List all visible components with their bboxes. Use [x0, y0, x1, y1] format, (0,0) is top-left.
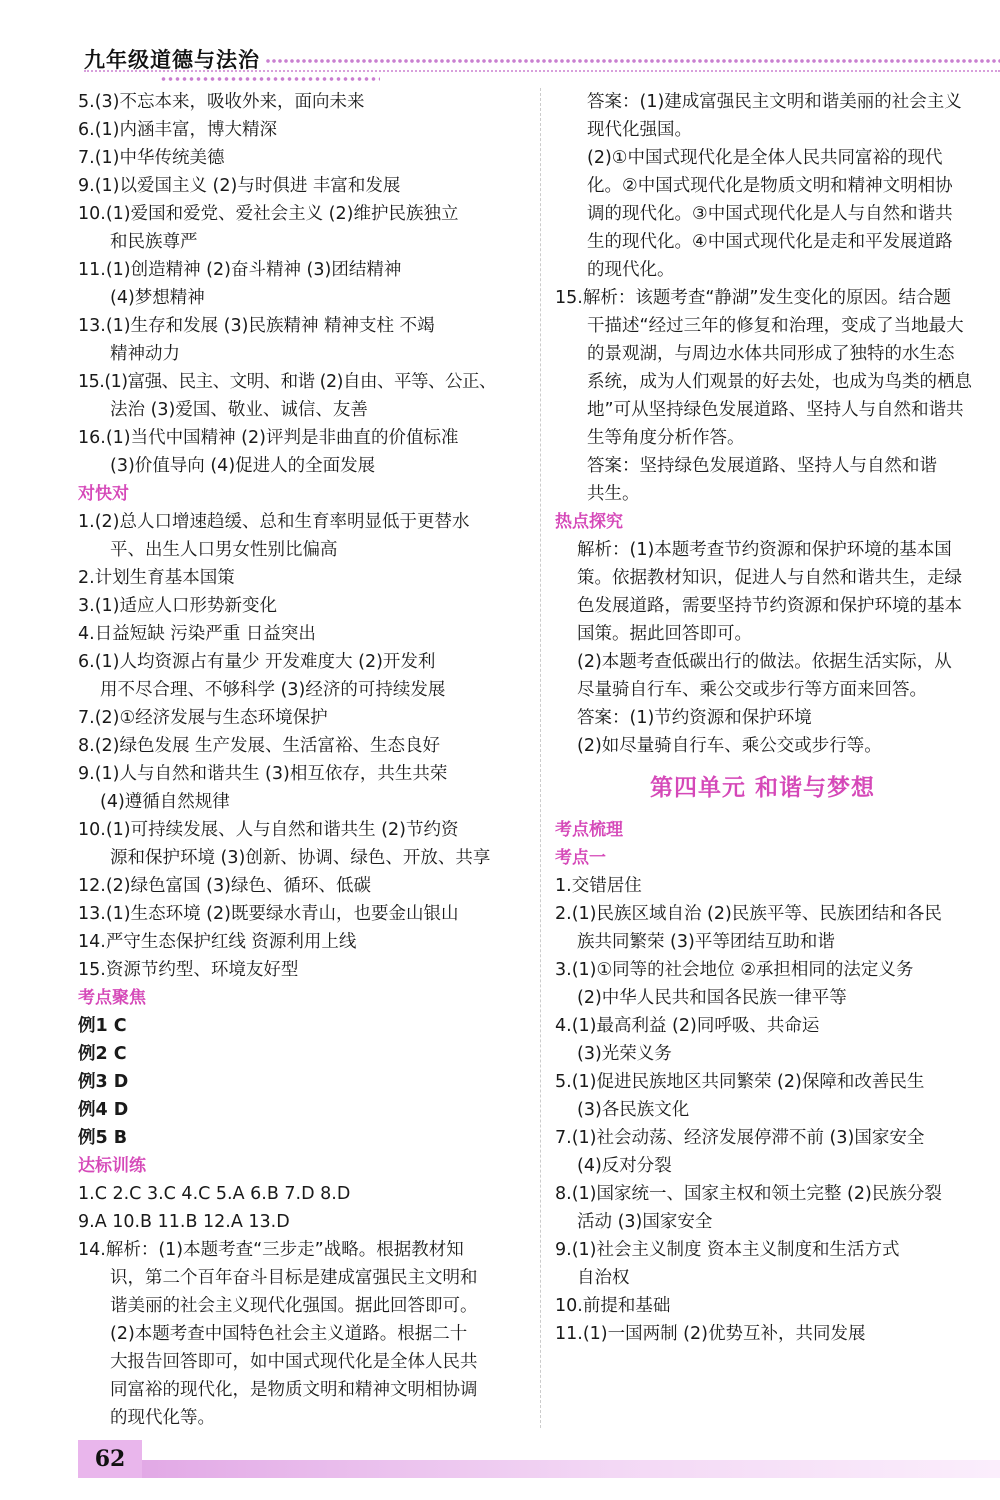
section-heading: 对快对	[78, 484, 129, 504]
answer-line: 15.解析：该题考查“静湖”发生变化的原因。结合题	[555, 288, 951, 308]
right-column	[555, 88, 1000, 1348]
answer-line: 用不尽合理、不够科学 (3)经济的可持续发展	[100, 680, 446, 700]
answer-line: 14.解析：(1)本题考查“三步走”战略。根据教材知	[78, 1240, 464, 1260]
answer-line: 7.(2)①经济发展与生态环境保护	[78, 708, 328, 728]
answer-line: 答案：坚持绿色发展道路、坚持人与自然和谐	[587, 456, 937, 476]
answer-line: 答案：(1)建成富强民主文明和谐美丽的社会主义	[587, 92, 962, 112]
answer-line: 9.A 10.B 11.B 12.A 13.D	[78, 1212, 290, 1232]
answer-line: 系统，成为人们观景的好去处，也成为鸟类的栖息	[587, 372, 972, 392]
answer-line: 10.(1)可持续发展、人与自然和谐共生 (2)节约资	[78, 820, 459, 840]
answer-line: (4)反对分裂	[577, 1156, 672, 1176]
answer-line: 7.(1)中华传统美德	[78, 148, 225, 168]
book-title: 九年级道德与法治	[84, 48, 260, 72]
example-answer: 例2 C	[78, 1044, 127, 1064]
answer-line: 的现代化等。	[110, 1408, 215, 1428]
column-divider	[540, 88, 541, 1428]
answer-line: 和民族尊严	[110, 232, 198, 252]
answer-line: 源和保护环境 (3)创新、协调、绿色、开放、共享	[110, 848, 491, 868]
answer-line: 4.日益短缺 污染严重 日益突出	[78, 624, 316, 644]
answer-line: 1.(2)总人口增速趋缓、总和生育率明显低于更替水	[78, 512, 470, 532]
answer-line: 10.前提和基础	[555, 1296, 671, 1316]
answer-line: 16.(1)当代中国精神 (2)评判是非曲直的价值标准	[78, 428, 459, 448]
answer-line: 调的现代化。③中国式现代化是人与自然和谐共	[587, 204, 953, 224]
answer-line: (3)各民族文化	[577, 1100, 690, 1120]
answer-line: 2.(1)民族区域自治 (2)民族平等、民族团结和各民	[555, 904, 942, 924]
answer-line: 3.(1)①同等的社会地位 ②承担相同的法定义务	[555, 960, 914, 980]
answer-line: (4)遵循自然规律	[100, 792, 230, 812]
answer-line: (2)如尽量骑自行车、乘公交或步行等。	[577, 736, 882, 756]
answer-line: 1.交错居住	[555, 876, 642, 896]
unit-title: 第四单元 和谐与梦想	[649, 775, 875, 801]
answer-line: 平、出生人口男女性别比偏高	[110, 540, 338, 560]
answer-line: 同富裕的现代化，是物质文明和精神文明相协调	[110, 1380, 478, 1400]
answer-line: 15.资源节约型、环境友好型	[78, 960, 299, 980]
header-dot-decoration-small	[160, 76, 380, 82]
answer-line: 共生。	[587, 484, 640, 504]
answer-line: 1.C 2.C 3.C 4.C 5.A 6.B 7.D 8.D	[78, 1184, 351, 1204]
answer-line: 9.(1)社会主义制度 资本主义制度和生活方式	[555, 1240, 900, 1260]
answer-line: 4.(1)最高利益 (2)同呼吸、共命运	[555, 1016, 820, 1036]
example-answer: 例4 D	[78, 1100, 129, 1120]
answer-line: 11.(1)创造精神 (2)奋斗精神 (3)团结精神	[78, 260, 402, 280]
section-heading: 热点探究	[555, 512, 623, 532]
answer-line: 精神动力	[110, 344, 180, 364]
answer-line: 国策。据此回答即可。	[577, 624, 752, 644]
section-heading: 考点聚焦	[78, 988, 146, 1008]
section-heading: 考点梳理	[555, 820, 623, 840]
answer-line: 的现代化。	[587, 260, 675, 280]
answer-line: 7.(1)社会动荡、经济发展停滞不前 (3)国家安全	[555, 1128, 925, 1148]
answer-line: (2)①中国式现代化是全体人民共同富裕的现代	[587, 148, 943, 168]
answer-line: 化。②中国式现代化是物质文明和精神文明相协	[587, 176, 953, 196]
answer-line: 8.(1)国家统一、国家主权和领土完整 (2)民族分裂	[555, 1184, 942, 1204]
section-heading: 考点一	[555, 848, 606, 868]
answer-line: (2)本题考查中国特色社会主义道路。根据二十	[110, 1324, 468, 1344]
answer-line: 识，第二个百年奋斗目标是建成富强民主文明和	[110, 1268, 478, 1288]
answer-line: 法治 (3)爱国、敬业、诚信、友善	[110, 400, 368, 420]
answer-line: 大报告回答即可，如中国式现代化是全体人民共	[110, 1352, 478, 1372]
answer-line: 解析：(1)本题考查节约资源和保护环境的基本国	[577, 540, 952, 560]
answer-line: 族共同繁荣 (3)平等团结互助和谐	[577, 932, 835, 952]
answer-line: 6.(1)人均资源占有量少 开发难度大 (2)开发利	[78, 652, 436, 672]
page-footer	[0, 1430, 1000, 1500]
answer-line: 10.(1)爱国和爱党、爱社会主义 (2)维护民族独立	[78, 204, 459, 224]
answer-line: 自治权	[577, 1268, 630, 1288]
page-header	[0, 0, 1000, 90]
answer-line: 地”可从坚持绿色发展道路、坚持人与自然和谐共	[587, 400, 964, 420]
answer-line: 8.(2)绿色发展 生产发展、生活富裕、生态良好	[78, 736, 441, 756]
header-divider	[84, 70, 1000, 72]
answer-line: 策。依据教材知识，促进人与自然和谐共生，走绿	[577, 568, 962, 588]
example-answer: 例3 D	[78, 1072, 129, 1092]
answer-line: (2)本题考查低碳出行的做法。依据生活实际，从	[577, 652, 952, 672]
answer-line: 13.(1)生存和发展 (3)民族精神 精神支柱 不竭	[78, 316, 435, 336]
header-dot-decoration	[265, 58, 1000, 64]
answer-line: 5.(3)不忘本来，吸收外来，面向未来	[78, 92, 365, 112]
answer-line: 9.(1)人与自然和谐共生 (3)相互依存，共生共荣	[78, 764, 448, 784]
footer-band	[142, 1460, 1000, 1478]
answer-line: 15.(1)富强、民主、文明、和谐 (2)自由、平等、公正、	[78, 372, 496, 392]
answer-line: 5.(1)促进民族地区共同繁荣 (2)保障和改善民生	[555, 1072, 925, 1092]
answer-line: (2)中华人民共和国各民族一律平等	[577, 988, 847, 1008]
answer-line: 13.(1)生态环境 (2)既要绿水青山，也要金山银山	[78, 904, 459, 924]
answer-line: 活动 (3)国家安全	[577, 1212, 713, 1232]
answer-line: 12.(2)绿色富国 (3)绿色、循环、低碳	[78, 876, 371, 896]
example-answer: 例1 C	[78, 1016, 127, 1036]
answer-line: 谐美丽的社会主义现代化强国。据此回答即可。	[110, 1296, 478, 1316]
page-number: 62	[94, 1446, 126, 1472]
answer-line: 9.(1)以爱国主义 (2)与时俱进 丰富和发展	[78, 176, 401, 196]
answer-line: 14.严守生态保护红线 资源利用上线	[78, 932, 357, 952]
page-number-tab	[78, 1440, 142, 1478]
answer-line: 干描述“经过三年的修复和治理，变成了当地最大	[587, 316, 964, 336]
answer-line: 11.(1)一国两制 (2)优势互补，共同发展	[555, 1324, 866, 1344]
answer-line: (4)梦想精神	[110, 288, 205, 308]
answer-line: (3)价值导向 (4)促进人的全面发展	[110, 456, 376, 476]
answer-line: 答案：(1)节约资源和保护环境	[577, 708, 812, 728]
answer-line: 尽量骑自行车、乘公交或步行等方面来回答。	[577, 680, 927, 700]
answer-line: (3)光荣义务	[577, 1044, 672, 1064]
answer-line: 生等角度分析作答。	[587, 428, 745, 448]
answer-line: 的景观湖，与周边水体共同形成了独特的水生态	[587, 344, 955, 364]
answer-line: 2.计划生育基本国策	[78, 568, 235, 588]
left-column	[78, 88, 533, 1432]
answer-line: 6.(1)内涵丰富，博大精深	[78, 120, 277, 140]
example-answer: 例5 B	[78, 1128, 128, 1148]
section-heading: 达标训练	[78, 1156, 146, 1176]
answer-line: 3.(1)适应人口形势新变化	[78, 596, 277, 616]
answer-line: 现代化强国。	[587, 120, 692, 140]
answer-line: 色发展道路，需要坚持节约资源和保护环境的基本	[577, 596, 962, 616]
answer-line: 生的现代化。④中国式现代化是走和平发展道路	[587, 232, 953, 252]
